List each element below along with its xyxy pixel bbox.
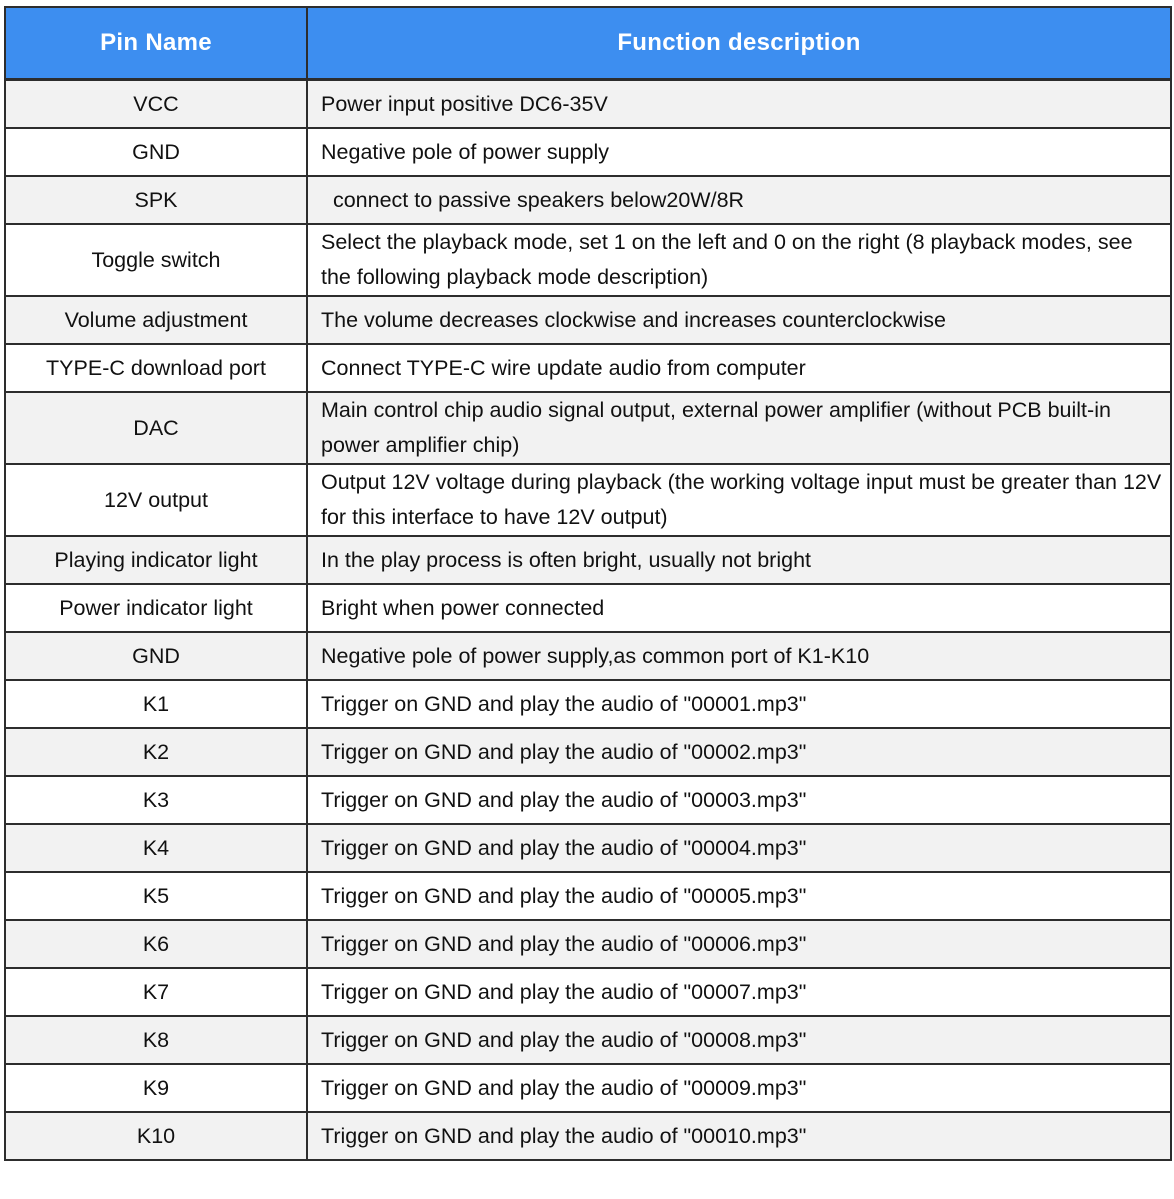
function-description-cell: Bright when power connected <box>307 584 1171 632</box>
pin-name-cell: DAC <box>5 392 307 464</box>
pin-name-cell: VCC <box>5 80 307 129</box>
pin-name-cell: SPK <box>5 176 307 224</box>
table-row <box>5 584 1171 632</box>
pin-name-cell: K3 <box>5 776 307 824</box>
table-row <box>5 968 1171 1016</box>
table-row <box>5 344 1171 392</box>
function-description-cell: Power input positive DC6-35V <box>307 80 1171 129</box>
table-row <box>5 128 1171 176</box>
pin-name-cell: K2 <box>5 728 307 776</box>
table-row <box>5 1112 1171 1160</box>
table-row <box>5 776 1171 824</box>
table-row <box>5 1064 1171 1112</box>
function-description-cell: Connect TYPE-C wire update audio from computer <box>307 344 1171 392</box>
function-description-cell: Trigger on GND and play the audio of "00008.mp3" <box>307 1016 1171 1064</box>
function-description-cell: Trigger on GND and play the audio of "00009.mp3" <box>307 1064 1171 1112</box>
table-row <box>5 632 1171 680</box>
function-description-cell: The volume decreases clockwise and increases counterclockwise <box>307 296 1171 344</box>
pin-name-cell: GND <box>5 128 307 176</box>
pin-name-cell: K10 <box>5 1112 307 1160</box>
table-row <box>5 536 1171 584</box>
table-row <box>5 392 1171 464</box>
pin-name-cell: Power indicator light <box>5 584 307 632</box>
pin-name-cell: GND <box>5 632 307 680</box>
pin-name-cell: 12V output <box>5 464 307 536</box>
pin-name-cell: K1 <box>5 680 307 728</box>
table-row <box>5 824 1171 872</box>
pin-name-cell: Volume adjustment <box>5 296 307 344</box>
table-row <box>5 680 1171 728</box>
table-row <box>5 296 1171 344</box>
function-description-cell: Trigger on GND and play the audio of "00005.mp3" <box>307 872 1171 920</box>
function-description-cell: In the play process is often bright, usually not bright <box>307 536 1171 584</box>
pin-name-cell: K6 <box>5 920 307 968</box>
table-row <box>5 1016 1171 1064</box>
function-description-cell: Trigger on GND and play the audio of "00006.mp3" <box>307 920 1171 968</box>
table-row <box>5 224 1171 296</box>
function-description-cell: Trigger on GND and play the audio of "00001.mp3" <box>307 680 1171 728</box>
function-description-cell: Select the playback mode, set 1 on the left and 0 on the right (8 playback modes, see the following playback mode description) <box>307 224 1171 296</box>
pin-function-table <box>4 6 1172 1161</box>
table-row <box>5 464 1171 536</box>
function-description-cell: Negative pole of power supply,as common port of K1-K10 <box>307 632 1171 680</box>
function-description-cell: Trigger on GND and play the audio of "00010.mp3" <box>307 1112 1171 1160</box>
pin-name-cell: Playing indicator light <box>5 536 307 584</box>
table-header-row <box>5 7 1171 80</box>
pin-name-cell: TYPE-C download port <box>5 344 307 392</box>
function-description-cell: connect to passive speakers below20W/8R <box>307 176 1171 224</box>
pin-name-cell: K8 <box>5 1016 307 1064</box>
function-description-cell: Trigger on GND and play the audio of "00004.mp3" <box>307 824 1171 872</box>
header-function-description: Function description <box>307 7 1171 80</box>
function-description-cell: Negative pole of power supply <box>307 128 1171 176</box>
pin-name-cell: K5 <box>5 872 307 920</box>
pin-name-cell: K9 <box>5 1064 307 1112</box>
pin-name-cell: K4 <box>5 824 307 872</box>
table-row <box>5 80 1171 129</box>
function-description-cell: Trigger on GND and play the audio of "00007.mp3" <box>307 968 1171 1016</box>
function-description-cell: Trigger on GND and play the audio of "00003.mp3" <box>307 776 1171 824</box>
function-description-cell: Output 12V voltage during playback (the working voltage input must be greater than 12V for this interface to have 12V output) <box>307 464 1171 536</box>
function-description-cell: Trigger on GND and play the audio of "00002.mp3" <box>307 728 1171 776</box>
pin-name-cell: Toggle switch <box>5 224 307 296</box>
pin-name-cell: K7 <box>5 968 307 1016</box>
table-row <box>5 728 1171 776</box>
table-row <box>5 176 1171 224</box>
header-pin-name: Pin Name <box>5 7 307 80</box>
function-description-cell: Main control chip audio signal output, external power amplifier (without PCB built-in power amplifier chip) <box>307 392 1171 464</box>
table-row <box>5 920 1171 968</box>
table-row <box>5 872 1171 920</box>
